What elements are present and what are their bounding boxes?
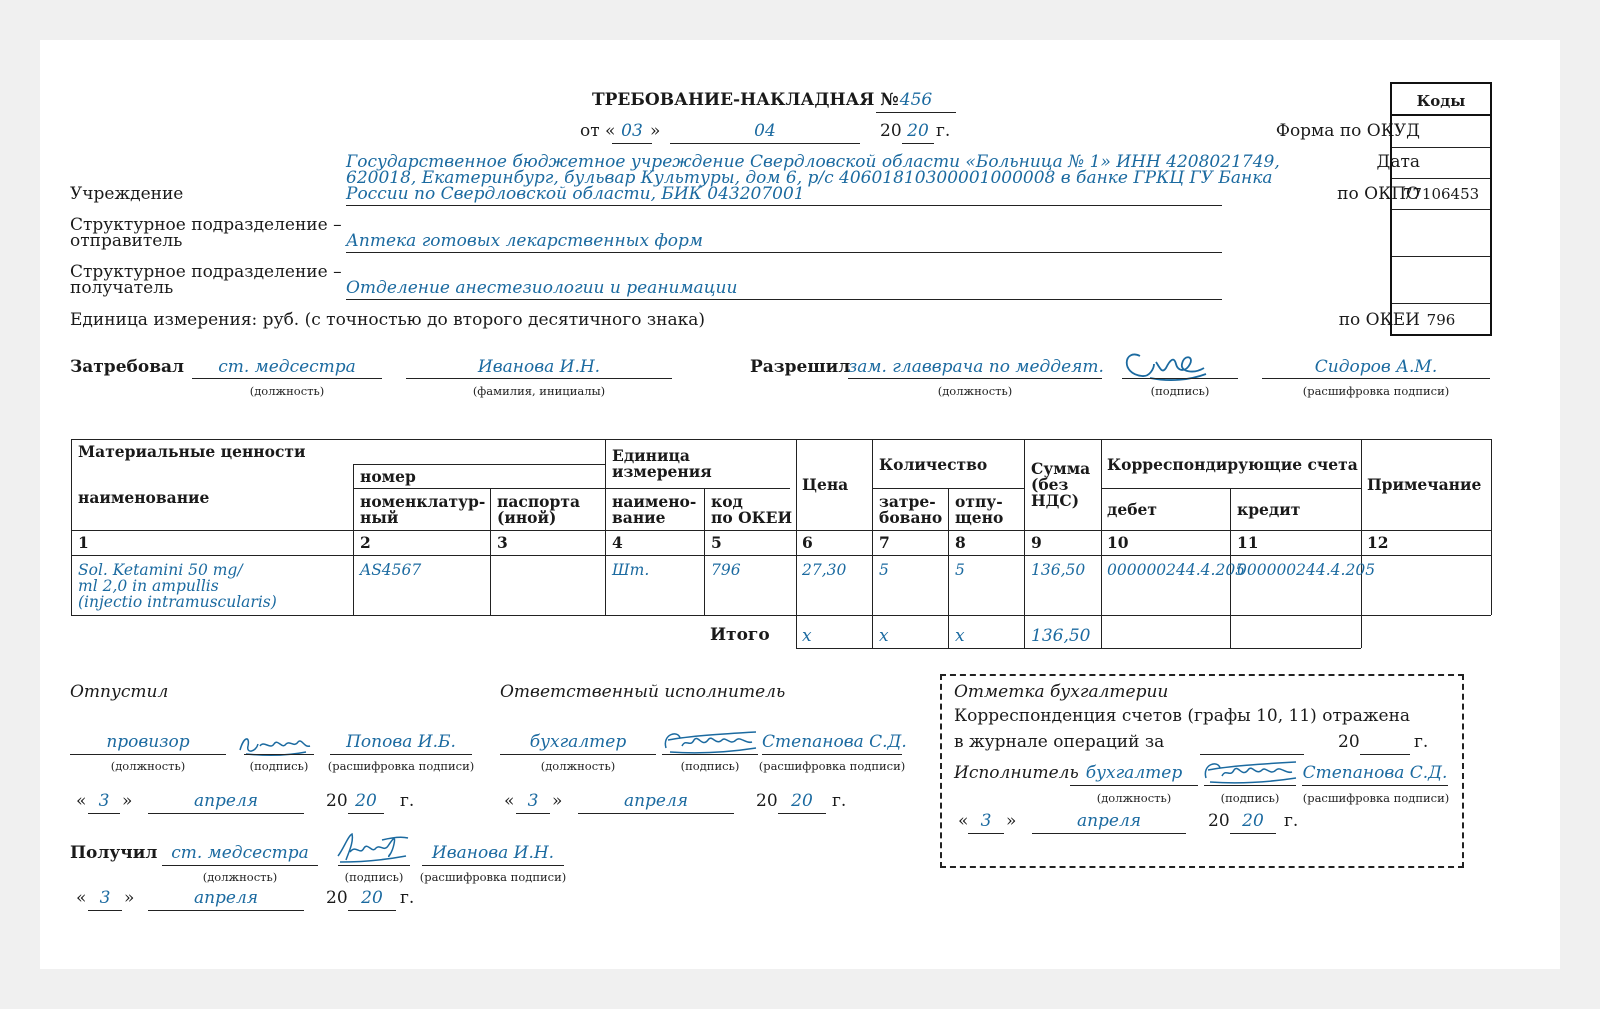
accounting-title: Отметка бухгалтерии	[954, 682, 1169, 702]
number-underline	[876, 112, 956, 113]
received-month: апреля	[193, 888, 259, 908]
date-close-quote: »	[650, 121, 661, 141]
col-number: 2	[360, 533, 371, 552]
released-date-open: «	[76, 791, 87, 811]
date-month: 04	[754, 121, 776, 141]
row-name-2: ml 2,0 in ampullis	[78, 577, 219, 595]
received-name-line	[422, 865, 564, 866]
responsible-signature-caption: (подпись)	[680, 759, 740, 773]
row-released: 5	[955, 561, 965, 579]
col-number: 9	[1031, 533, 1042, 552]
okpo-value: 77106453	[1392, 179, 1490, 210]
row-nomenclature: AS4567	[360, 561, 422, 579]
approved-signature-caption: (подпись)	[1150, 384, 1210, 398]
responsible-signature-image	[660, 724, 760, 758]
released-month-line	[148, 813, 304, 814]
accounting-signature-line	[1204, 785, 1296, 786]
total-sum: 136,50	[1031, 626, 1091, 646]
responsible-name-line	[762, 754, 902, 755]
col-number: 1	[78, 533, 89, 552]
accounting-day: 3	[980, 811, 992, 831]
th-credit: кредит	[1237, 500, 1301, 519]
institution-label: Учреждение	[70, 184, 184, 204]
released-position: провизор	[106, 732, 190, 752]
row-requested: 5	[879, 561, 889, 579]
th-sum-3: НДС)	[1031, 491, 1080, 510]
released-name-line	[330, 754, 472, 755]
accounting-name: Степанова С.Д.	[1302, 763, 1448, 783]
received-date-open: «	[76, 888, 87, 908]
accounting-line-1: Корреспонденция счетов (графы 10, 11) отражена	[954, 706, 1411, 726]
okud-value	[1392, 116, 1490, 148]
institution-underline	[346, 205, 1222, 206]
date-code-value	[1392, 148, 1490, 179]
date-prefix: от «	[580, 121, 616, 141]
date-day: 03	[621, 121, 643, 141]
sender-label-2: отправитель	[70, 231, 183, 251]
institution-line-1: Государственное бюджетное учреждение Свердловской области «Больница № 1» ИНН 4208021749,	[346, 152, 1280, 172]
released-signature-caption: (подпись)	[249, 759, 309, 773]
okei-value: 796	[1426, 311, 1456, 329]
document-number: 456	[899, 90, 933, 110]
okei-label: по ОКЕИ	[1338, 310, 1420, 330]
row-unit: Шт.	[612, 561, 650, 579]
col-number: 10	[1107, 533, 1129, 552]
codes-header: Коды	[1392, 84, 1490, 116]
row-name-1: Sol. Ketamini 50 mg/	[78, 561, 243, 579]
th-nomenclature-1: номенклатур-	[360, 492, 486, 511]
sender-value: Аптека готовых лекарственных форм	[346, 231, 704, 251]
released-label: Отпустил	[70, 682, 169, 702]
total-requested: x	[879, 626, 889, 646]
released-month: апреля	[193, 791, 259, 811]
th-material: Материальные ценности	[78, 442, 306, 461]
th-accounts: Корреспондирующие счета	[1107, 455, 1358, 474]
th-nomenclature-2: ный	[360, 508, 399, 527]
released-day-line	[88, 813, 120, 814]
released-name: Попова И.Б.	[346, 732, 456, 752]
th-sum-1: Сумма	[1031, 459, 1091, 478]
responsible-name: Степанова С.Д.	[762, 732, 907, 752]
requested-name-caption: (фамилия, инициалы)	[472, 384, 606, 398]
th-sum-2: (без	[1031, 475, 1069, 494]
okud-label: Форма по ОКУД	[1275, 121, 1420, 141]
accounting-position-caption: (должность)	[1096, 791, 1172, 805]
released-position-caption: (должность)	[110, 759, 186, 773]
th-passport-1: паспорта	[497, 492, 580, 511]
th-name: наименование	[78, 488, 210, 507]
requested-label: Затребовал	[70, 357, 185, 377]
accounting-day-line	[968, 833, 1004, 834]
responsible-year-suffix: г.	[832, 791, 847, 811]
received-date-close: »	[124, 888, 135, 908]
accounting-name-caption: (расшифровка подписи)	[1302, 791, 1450, 805]
empty-code-1	[1392, 210, 1490, 257]
col-number: 8	[955, 533, 966, 552]
document-title: ТРЕБОВАНИЕ-НАКЛАДНАЯ №	[592, 90, 899, 110]
responsible-position: бухгалтер	[529, 732, 627, 752]
invoice-sheet	[40, 40, 1560, 969]
th-okei-2: по ОКЕИ	[711, 508, 793, 527]
approved-name-line	[1262, 378, 1490, 379]
accounting-signature-caption: (подпись)	[1220, 791, 1280, 805]
responsible-date-close: »	[552, 791, 563, 811]
released-signature-image	[236, 730, 316, 760]
th-debit: дебет	[1107, 500, 1157, 519]
accounting-month-line	[1032, 833, 1186, 834]
released-signature-line	[244, 754, 314, 755]
accounting-date-year-line	[1230, 833, 1276, 834]
row-debit: 000000244.4.205	[1107, 561, 1246, 579]
accounting-year-prefix: 20	[1338, 732, 1360, 752]
accounting-position-line	[1070, 785, 1198, 786]
received-position: ст. медсестра	[171, 843, 309, 863]
th-requested-1: затре-	[879, 492, 936, 511]
col-number: 7	[879, 533, 890, 552]
row-okei: 796	[711, 561, 741, 579]
approved-position-line	[848, 378, 1102, 379]
row-sum: 136,50	[1031, 561, 1086, 579]
responsible-position-line	[500, 754, 656, 755]
th-unit-name-1: наимено-	[612, 492, 697, 511]
total-price: x	[802, 626, 812, 646]
released-year-suffix: г.	[400, 791, 415, 811]
accounting-year-line	[1360, 754, 1410, 755]
total-released: x	[955, 626, 965, 646]
receiver-value: Отделение анестезиологии и реанимации	[346, 278, 738, 298]
approved-name-caption: (расшифровка подписи)	[1302, 384, 1450, 398]
row-credit: 000000244.4.205	[1237, 561, 1376, 579]
requested-name: Иванова И.Н.	[477, 357, 601, 377]
released-day: 3	[98, 791, 110, 811]
date-year: 20	[907, 121, 929, 141]
date-year-suffix: г.	[936, 121, 951, 141]
th-requested-2: бовано	[879, 508, 943, 527]
received-signature-image	[334, 830, 414, 866]
th-released-2: щено	[955, 508, 1004, 527]
date-code-label: Дата	[1376, 152, 1420, 172]
responsible-signature-line	[662, 754, 758, 755]
institution-line-3: России по Свердловской области, БИК 043207001	[346, 184, 805, 204]
received-month-line	[148, 910, 304, 911]
col-number: 5	[711, 533, 722, 552]
received-position-caption: (должность)	[202, 870, 278, 884]
responsible-date-open: «	[504, 791, 515, 811]
released-name-caption: (расшифровка подписи)	[327, 759, 475, 773]
total-label: Итого	[710, 625, 770, 645]
requested-position: ст. медсестра	[218, 357, 356, 377]
col-number: 6	[802, 533, 813, 552]
released-year: 20	[355, 791, 377, 811]
approved-label: Разрешил	[750, 357, 851, 377]
requested-position-line	[192, 378, 382, 379]
received-year: 20	[361, 888, 383, 908]
responsible-position-caption: (должность)	[540, 759, 616, 773]
requested-name-line	[406, 378, 672, 379]
responsible-year: 20	[791, 791, 813, 811]
released-position-line	[70, 754, 226, 755]
received-year-line	[348, 910, 396, 911]
col-number: 12	[1367, 533, 1389, 552]
received-signature-line	[338, 865, 410, 866]
th-number: номер	[360, 467, 416, 486]
received-year-suffix: г.	[400, 888, 415, 908]
th-unit-2: измерения	[612, 462, 712, 481]
accounting-date-year-suffix: г.	[1284, 811, 1299, 831]
receiver-underline	[346, 299, 1222, 300]
responsible-day: 3	[527, 791, 539, 811]
unit-line: Единица измерения: руб. (с точностью до второго десятичного знака)	[70, 310, 705, 330]
released-year-prefix: 20	[326, 791, 348, 811]
accounting-date-open: «	[958, 811, 969, 831]
receiver-label-2: получатель	[70, 278, 174, 298]
col-number: 4	[612, 533, 623, 552]
received-year-prefix: 20	[326, 888, 348, 908]
received-day: 3	[99, 888, 111, 908]
responsible-month: апреля	[623, 791, 689, 811]
receiver-label-1: Структурное подразделение –	[70, 262, 342, 282]
accounting-date-close: »	[1006, 811, 1017, 831]
received-name-caption: (расшифровка подписи)	[419, 870, 567, 884]
month-underline	[670, 143, 860, 144]
year-underline	[902, 143, 934, 144]
col-number: 3	[497, 533, 508, 552]
released-year-line	[348, 813, 384, 814]
accounting-line-2: в журнале операций за	[954, 732, 1165, 752]
day-underline	[612, 143, 652, 144]
received-position-line	[162, 865, 318, 866]
responsible-month-line	[578, 813, 734, 814]
responsible-name-caption: (расшифровка подписи)	[758, 759, 906, 773]
requested-position-caption: (должность)	[249, 384, 325, 398]
accounting-year-suffix: г.	[1414, 732, 1429, 752]
approved-position-caption: (должность)	[937, 384, 1013, 398]
accounting-name-line	[1302, 785, 1448, 786]
th-note: Примечание	[1367, 475, 1482, 494]
received-signature-caption: (подпись)	[344, 870, 404, 884]
received-day-line	[88, 910, 122, 911]
accounting-signature-image	[1200, 754, 1300, 788]
released-date-close: »	[122, 791, 133, 811]
accounting-executor-label: Исполнитель	[954, 763, 1079, 783]
th-unit-1: Единица	[612, 446, 690, 465]
approved-signature-line	[1122, 378, 1238, 379]
th-released-1: отпу-	[955, 492, 1003, 511]
responsible-year-line	[778, 813, 826, 814]
th-price: Цена	[802, 475, 849, 494]
received-label: Получил	[70, 843, 158, 863]
th-unit-name-2: вание	[612, 508, 666, 527]
empty-code-2	[1392, 257, 1490, 304]
accounting-date-year-prefix: 20	[1208, 811, 1230, 831]
th-okei-1: код	[711, 492, 743, 511]
th-quantity: Количество	[879, 455, 988, 474]
row-price: 27,30	[802, 561, 847, 579]
accounting-year: 20	[1242, 811, 1264, 831]
col-number: 11	[1237, 533, 1259, 552]
sender-label-1: Структурное подразделение –	[70, 215, 342, 235]
codes-box	[1390, 82, 1492, 336]
okpo-label: по ОКПО	[1337, 184, 1420, 204]
approved-position: зам. главврача по меддеят.	[848, 357, 1104, 377]
accounting-position: бухгалтер	[1085, 763, 1183, 783]
accounting-month: апреля	[1076, 811, 1142, 831]
responsible-year-prefix: 20	[756, 791, 778, 811]
institution-line-2: 620018, Екатеринбург, бульвар Культуры, дом 6, р/с 40601810300001000008 в банке ГРКЦ ГУ Банка	[346, 168, 1273, 188]
responsible-day-line	[516, 813, 550, 814]
sender-underline	[346, 252, 1222, 253]
th-passport-2: (иной)	[497, 508, 557, 527]
row-name-3: (injectio intramuscularis)	[78, 593, 277, 611]
responsible-label: Ответственный исполнитель	[500, 682, 786, 702]
date-year-prefix: 20	[880, 121, 902, 141]
received-name: Иванова И.Н.	[431, 843, 555, 863]
approved-name: Сидоров А.М.	[1314, 357, 1438, 377]
